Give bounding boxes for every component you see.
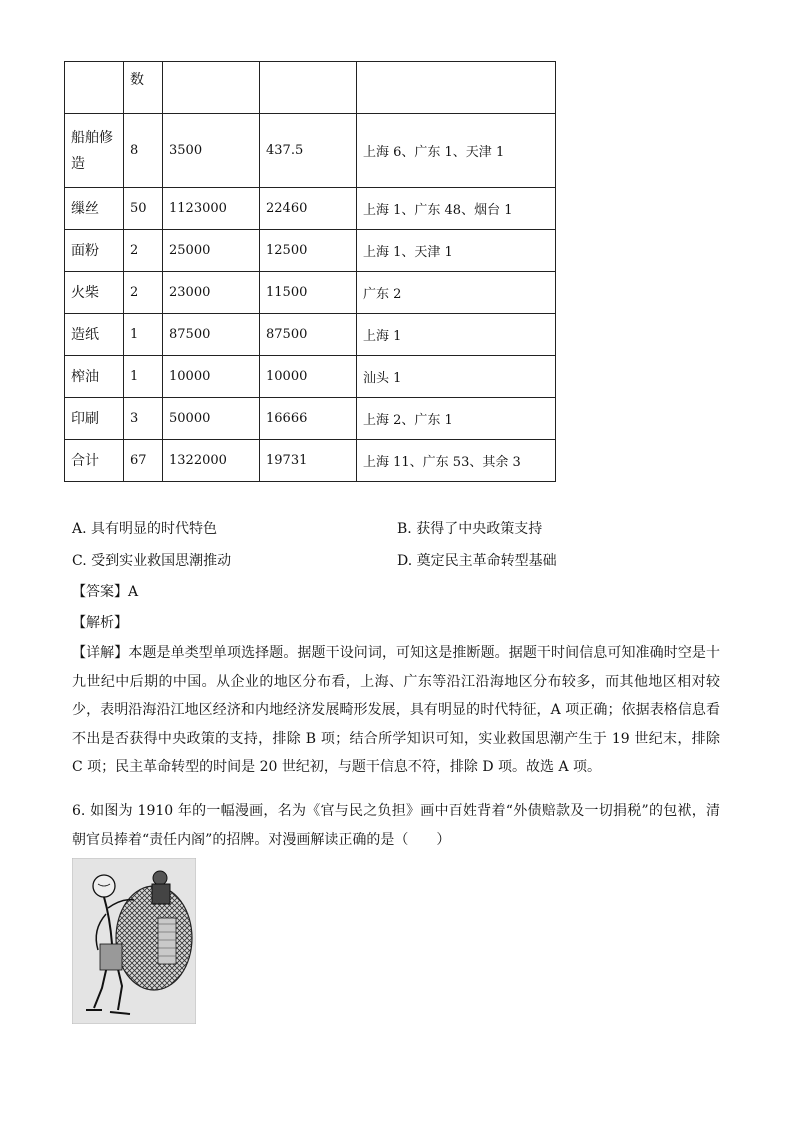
avg-cell: 12500 [260, 230, 357, 272]
analysis-label: 【解析】 [72, 615, 128, 631]
capital-cell: 50000 [163, 398, 260, 440]
enterprise-table [64, 61, 556, 482]
count-cell: 1 [124, 314, 163, 356]
avg-cell: 10000 [260, 356, 357, 398]
count-cell: 2 [124, 230, 163, 272]
header-cell [163, 62, 260, 114]
cartoon-image [72, 858, 196, 1024]
count-cell: 50 [124, 188, 163, 230]
region-cell: 广东 2 [357, 272, 556, 314]
avg-cell: 437.5 [260, 114, 357, 188]
region-cell: 上海 1、天津 1 [357, 230, 556, 272]
industry-cell: 印刷 [65, 398, 124, 440]
capital-cell: 87500 [163, 314, 260, 356]
question-6: 6. 如图为 1910 年的一幅漫画，名为《官与民之负担》画中百姓背着“外债赔款及一切捐税”的包袱，清朝官员捧着“责任内阁”的招牌。对漫画解读正确的是（ ） [72, 803, 720, 848]
count-cell: 2 [124, 272, 163, 314]
region-cell: 上海 6、广东 1、天津 1 [357, 114, 556, 188]
table-total-row [65, 440, 556, 482]
capital-cell: 1123000 [163, 188, 260, 230]
header-count-label: 数 [130, 71, 144, 88]
header-cell [124, 62, 163, 114]
region-cell: 上海 1 [357, 314, 556, 356]
industry-cell: 合计 [65, 440, 124, 482]
capital-cell: 1322000 [163, 440, 260, 482]
region-cell: 汕头 1 [357, 356, 556, 398]
avg-cell: 11500 [260, 272, 357, 314]
table-row [65, 188, 556, 230]
option-d: D. 奠定民主革命转型基础 [397, 553, 557, 569]
table-row [65, 114, 556, 188]
region-cell: 上海 2、广东 1 [357, 398, 556, 440]
industry-cell: 船舶修造 [65, 114, 124, 188]
capital-cell: 3500 [163, 114, 260, 188]
avg-cell: 22460 [260, 188, 357, 230]
table-row [65, 356, 556, 398]
count-cell: 1 [124, 356, 163, 398]
capital-cell: 23000 [163, 272, 260, 314]
count-cell: 8 [124, 114, 163, 188]
header-cell [260, 62, 357, 114]
industry-cell: 面粉 [65, 230, 124, 272]
table-row [65, 314, 556, 356]
table-row [65, 398, 556, 440]
table-row [65, 272, 556, 314]
detail-paragraph: 【详解】本题是单类型单项选择题。据题干设问词，可知这是推断题。据题干时间信息可知准确时空是十九世纪中后期的中国。从企业的地区分布看，上海、广东等沿江沿海地区分布较多，而其他地区相对较少，表明沿海沿江地区经济和内地经济发展畸形发展，具有明显的时代特征，A 项正确；依据表格信息看不出是否获得中央政策的支持，排除 B 项；结合所学知识可知，实业救国思潮产生于 19 世纪末，排除 C 项；民主革命转型的时间是 20 世纪初，与题干信息不符，排除 D 项。故选 A 项。 [72, 645, 720, 775]
answer-line: 【答案】A [72, 584, 139, 600]
count-cell: 67 [124, 440, 163, 482]
option-a: A. 具有明显的时代特色 [72, 521, 218, 537]
avg-cell: 87500 [260, 314, 357, 356]
capital-cell: 10000 [163, 356, 260, 398]
option-b: B. 获得了中央政策支持 [397, 521, 543, 537]
region-cell: 上海 1、广东 48、烟台 1 [357, 188, 556, 230]
avg-cell: 19731 [260, 440, 357, 482]
industry-cell: 缫丝 [65, 188, 124, 230]
table-header-row [65, 62, 556, 114]
industry-cell: 火柴 [65, 272, 124, 314]
header-cell [65, 62, 124, 114]
header-cell [357, 62, 556, 114]
industry-cell: 榨油 [65, 356, 124, 398]
table-row [65, 230, 556, 272]
option-c: C. 受到实业救国思潮推动 [72, 553, 232, 569]
region-cell: 上海 11、广东 53、其余 3 [357, 440, 556, 482]
capital-cell: 25000 [163, 230, 260, 272]
avg-cell: 16666 [260, 398, 357, 440]
count-cell: 3 [124, 398, 163, 440]
industry-cell: 造纸 [65, 314, 124, 356]
